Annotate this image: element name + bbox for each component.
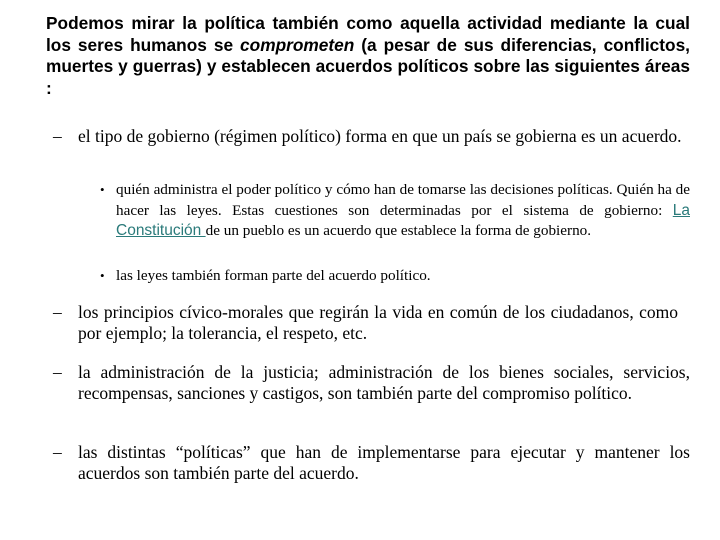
dash-marker: –	[53, 126, 62, 146]
dash-marker: –	[53, 362, 62, 382]
sub-item-text-start: quién administra el poder político y cómo han de tomarse las decisiones políticas. Quién ha de hacer las leyes. Estas cuestiones son determinadas por el sistema de gobierno:	[116, 181, 690, 219]
sub-item-text-end: de un pueblo es un acuerdo que establece la forma de gobierno.	[205, 222, 592, 239]
list-item-justice	[53, 362, 690, 404]
list-item-text: la administración de la justicia; administración de los bienes sociales, servicios, recompensas, sanciones y castigos, son también parte del compromiso político.	[78, 362, 690, 403]
intro-emphasis: comprometen	[240, 34, 355, 55]
list-item-text: el tipo de gobierno (régimen político) forma en que un país se gobierna es un acuerdo.	[78, 126, 682, 146]
sub-item-text: las leyes también forman parte del acuerdo político.	[116, 267, 431, 284]
bullet-marker: •	[100, 268, 105, 283]
dash-marker: –	[53, 442, 62, 462]
intro-text-end: (a pesar de sus diferencias, conflictos, muertes y guerras) y establecen acuerdos políticos sobre las siguientes áreas :	[46, 34, 690, 98]
sub-item-power	[100, 180, 690, 242]
sub-item-laws	[100, 265, 690, 286]
list-item-government	[53, 126, 690, 147]
bullet-marker: •	[100, 182, 105, 197]
list-item-text: los principios cívico-morales que regirán la vida en común de los ciudadanos, como por ejemplo; la tolerancia, el respeto, etc.	[78, 302, 678, 343]
list-item-text: las distintas “políticas” que han de implementarse para ejecutar y mantener los acuerdos son también parte del acuerdo.	[78, 442, 690, 483]
intro-text-start: Podemos mirar la política también como aquella actividad mediante la cual los seres humanos se	[46, 13, 690, 55]
intro-paragraph	[46, 13, 690, 99]
list-item-policies	[53, 442, 690, 484]
constitucion-link[interactable]: La Constitución	[116, 201, 690, 239]
dash-marker: –	[53, 302, 62, 322]
list-item-principles	[53, 302, 678, 344]
